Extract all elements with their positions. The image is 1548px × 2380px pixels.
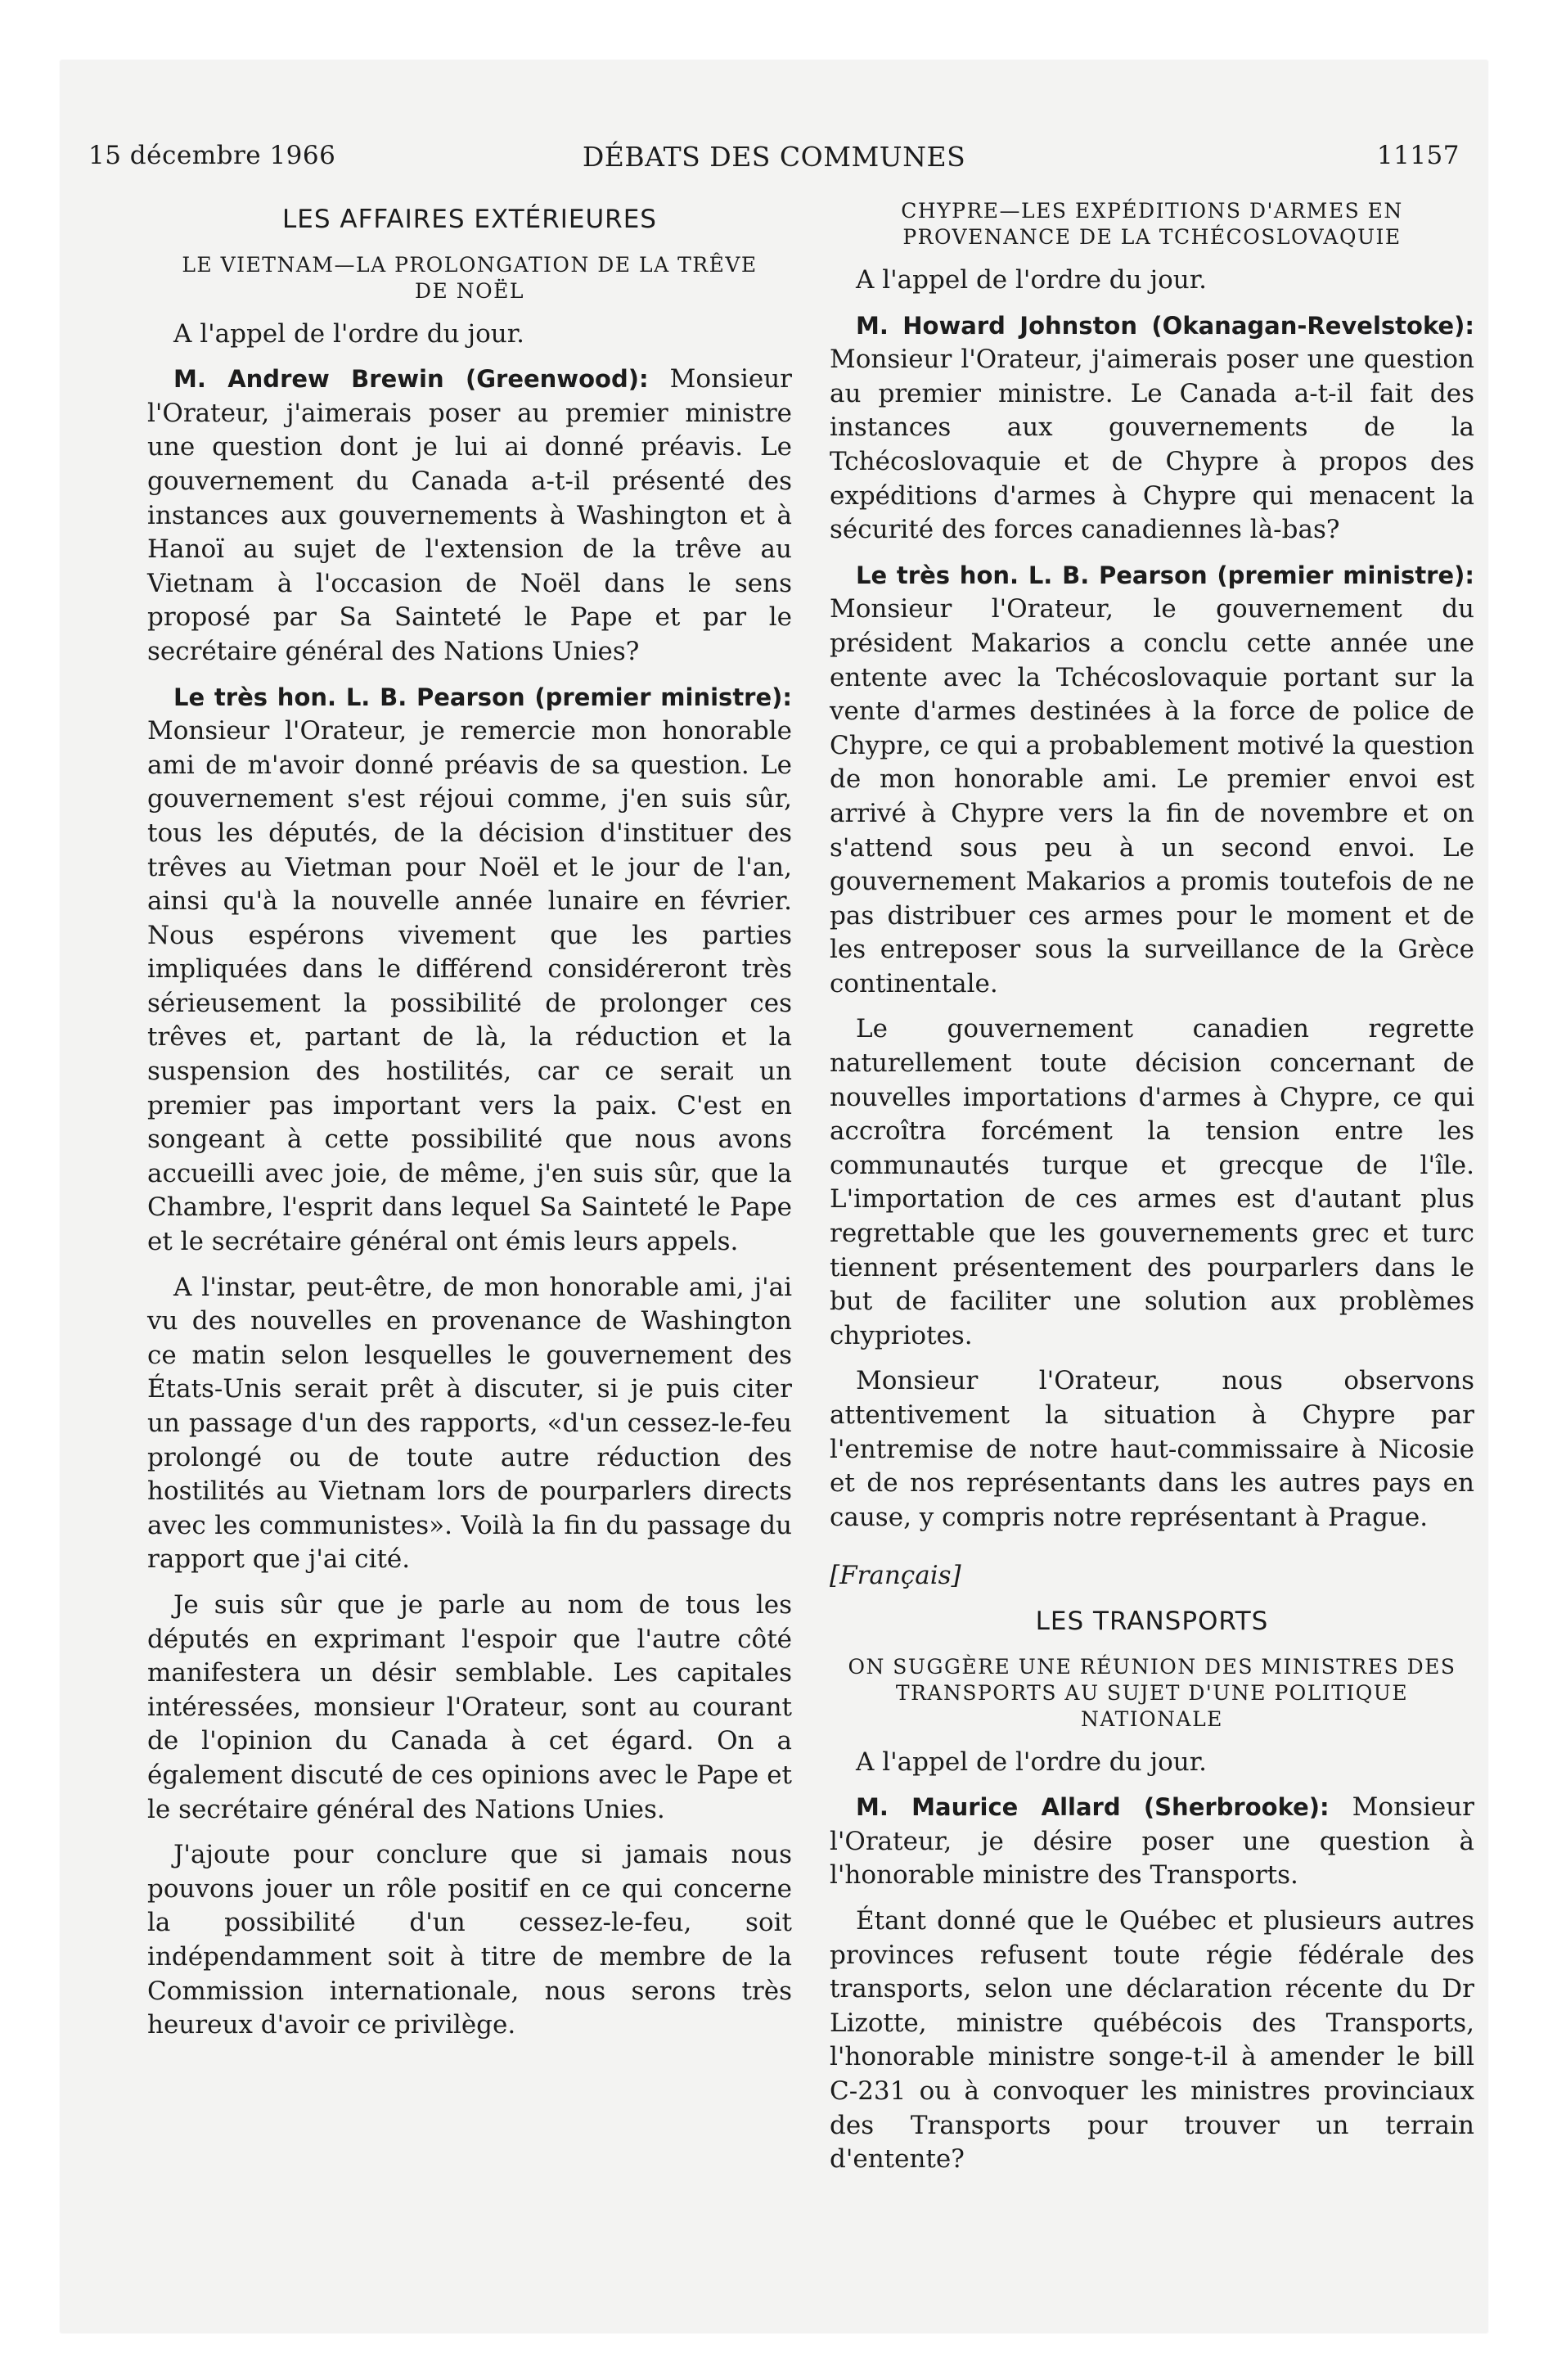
section-title-transports: LES TRANSPORTS: [1035, 1606, 1269, 1636]
paragraph: Étant donné que le Québec et plusieurs autres provinces refusent toute régie fédérale des transports, selon une déclaration récente du Dr Lizotte, ministre québécois des Transports, l'honorable ministre songe-t-il à amender le bill C-231 ou à convoquer les ministres provinciaux des Transports pour trouver un terrain d'entente?: [830, 1905, 1474, 2175]
speaker-johnston: M. Howard Johnston (Okanagan-Revelstoke):: [856, 311, 1474, 340]
speaker-allard: M. Maurice Allard (Sherbrooke):: [856, 1793, 1330, 1822]
header-date: 15 décembre 1966: [88, 141, 336, 170]
subtitle-vietnam: LE VIETNAM—LA PROLONGATION DE LA TRÊVE DE NOËL: [182, 252, 758, 303]
left-column: [147, 198, 792, 2054]
paragraph: Le gouvernement canadien regrette naturellement toute décision concernant de nouvelles importations d'armes à Chypre, ce qui accroîtra forcément la tension entre les communautés turque et grecque de l'île. L'importation de ces armes est d'autant plus regrettable que les gouvernements grec et turc tiennent présentement des pourparlers dans le but de faciliter une solution aux problèmes chypriotes.: [830, 1014, 1474, 1350]
section-title-foreign-affairs: LES AFFAIRES EXTÉRIEURES: [282, 205, 657, 234]
paragraph: A l'instar, peut-être, de mon honorable ami, j'ai vu des nouvelles en provenance de Washington ce matin selon lesquelles le gouvernement des États-Unis serait prêt à discuter, si je puis citer un passage d'un des rapports, «d'un cessez-le-feu prolongé ou de toute autre réduction des hostilités au Vietnam lors de pourparlers directs avec les communistes». Voilà la fin du passage du rapport que j'ai cité.: [147, 1272, 792, 1575]
paragraph: Je suis sûr que je parle au nom de tous les députés en exprimant l'espoir que l'autre côté manifestera un désir semblable. Les capitales intéressées, monsieur l'Orateur, sont au courant de l'opinion du Canada à cet égard. On a également discuté de ces opinions avec le Pape et le secrétaire général des Nations Unies.: [147, 1589, 792, 1824]
subtitle-transport-ministers: ON SUGGÈRE UNE RÉUNION DES MINISTRES DES TRANSPORTS AU SUJET D'UNE POLITIQUE NATIONALE: [848, 1654, 1456, 1731]
paragraph-brewin: [147, 363, 792, 669]
text-johnston: Monsieur l'Orateur, j'aimerais poser une question au premier ministre. Le Canada a-t-il fait des instances aux gouvernements de la Tchécoslovaquie et de Chypre à propos des expéditions d'armes à Chypre qui menacent la sécurité des forces canadiennes là-bas?: [830, 345, 1474, 545]
paragraph: Monsieur l'Orateur, nous observons attentivement la situation à Chypre par l'entremise de notre haut-commissaire à Nicosie et de nos représentants dans les autres pays en cause, y compris notre représentant à Prague.: [830, 1366, 1474, 1532]
language-tag: [Français]: [830, 1561, 961, 1591]
speaker-pearson: Le très hon. L. B. Pearson (premier ministre):: [856, 561, 1474, 589]
text-allard: Monsieur l'Orateur, je désire poser une question à l'honorable ministre des Transports.: [830, 1792, 1474, 1891]
speaker-brewin: M. Andrew Brewin (Greenwood):: [173, 365, 649, 394]
paragraph-allard: [830, 1791, 1474, 1893]
page-header: [88, 141, 1460, 182]
order-of-day: A l'appel de l'ordre du jour.: [173, 318, 524, 349]
paragraph-johnston: [830, 309, 1474, 548]
paragraph-pearson: [830, 559, 1474, 1002]
text-pearson: Monsieur l'Orateur, le gouvernement du président Makarios a conclu cette année une entente avec la Tchécoslovaquie portant sur la vente d'armes destinées à la force de police de Chypre, ce qui a probablement motivé la question de mon honorable ami. Le premier envoi est arrivé à Chypre vers la fin de novembre et on s'attend sous peu à un second envoi. Le gouvernement Makarios a promis toutefois de ne pas distribuer ces armes pour le moment et de les entreposer sous la surveillance de la Grèce continentale.: [830, 594, 1474, 998]
page-number: 11157: [1376, 141, 1460, 170]
text-brewin: Monsieur l'Orateur, j'aimerais poser au premier ministre une question dont je lui ai donné préavis. Le gouvernement du Canada a-t-il présenté des instances aux gouvernements à Washington et à Hanoï au sujet de l'extension de la trêve au Vietnam à l'occasion de Noël dans le sens proposé par Sa Sainteté le Pape et par le secrétaire général des Nations Unies?: [147, 364, 792, 666]
header-title: DÉBATS DES COMMUNES: [582, 141, 966, 173]
order-of-day: A l'appel de l'ordre du jour.: [856, 1747, 1207, 1777]
paragraph-pearson: [147, 681, 792, 1260]
paragraph: J'ajoute pour conclure que si jamais nous pouvons jouer un rôle positif en ce qui concerne la possibilité d'un cessez-le-feu, soit indépendamment soit à titre de membre de la Commission internationale, nous serons très heureux d'avoir ce privilège.: [147, 1840, 792, 2040]
subtitle-cyprus: CHYPRE—LES EXPÉDITIONS D'ARMES EN PROVENANCE DE LA TCHÉCOSLOVAQUIE: [901, 199, 1403, 249]
right-column: [830, 198, 1474, 2188]
document-page: [61, 61, 1487, 2333]
speaker-pearson: Le très hon. L. B. Pearson (premier ministre):: [173, 683, 792, 711]
text-pearson: Monsieur l'Orateur, je remercie mon honorable ami de m'avoir donné préavis de sa question. Le gouvernement s'est réjoui comme, j'en suis sûr, tous les députés, de la décision d'instituer des trêves au Vietman pour Noël et le jour de l'an, ainsi qu'à la nouvelle année lunaire en février. Nous espérons vivement que les parties impliquées dans le différend considéreront très sérieusement la possibilité de prolonger ces trêves et, partant de là, la réduction et la suspension des hostilités, car ce serait un premier pas important vers la paix. C'est en songeant à cette possibilité que nous avons accueilli avec joie, de même, j'en suis sûr, que la Chambre, l'esprit dans lequel Sa Sainteté le Pape et le secrétaire général ont émis leurs appels.: [147, 716, 792, 1257]
order-of-day: A l'appel de l'ordre du jour.: [856, 265, 1207, 295]
